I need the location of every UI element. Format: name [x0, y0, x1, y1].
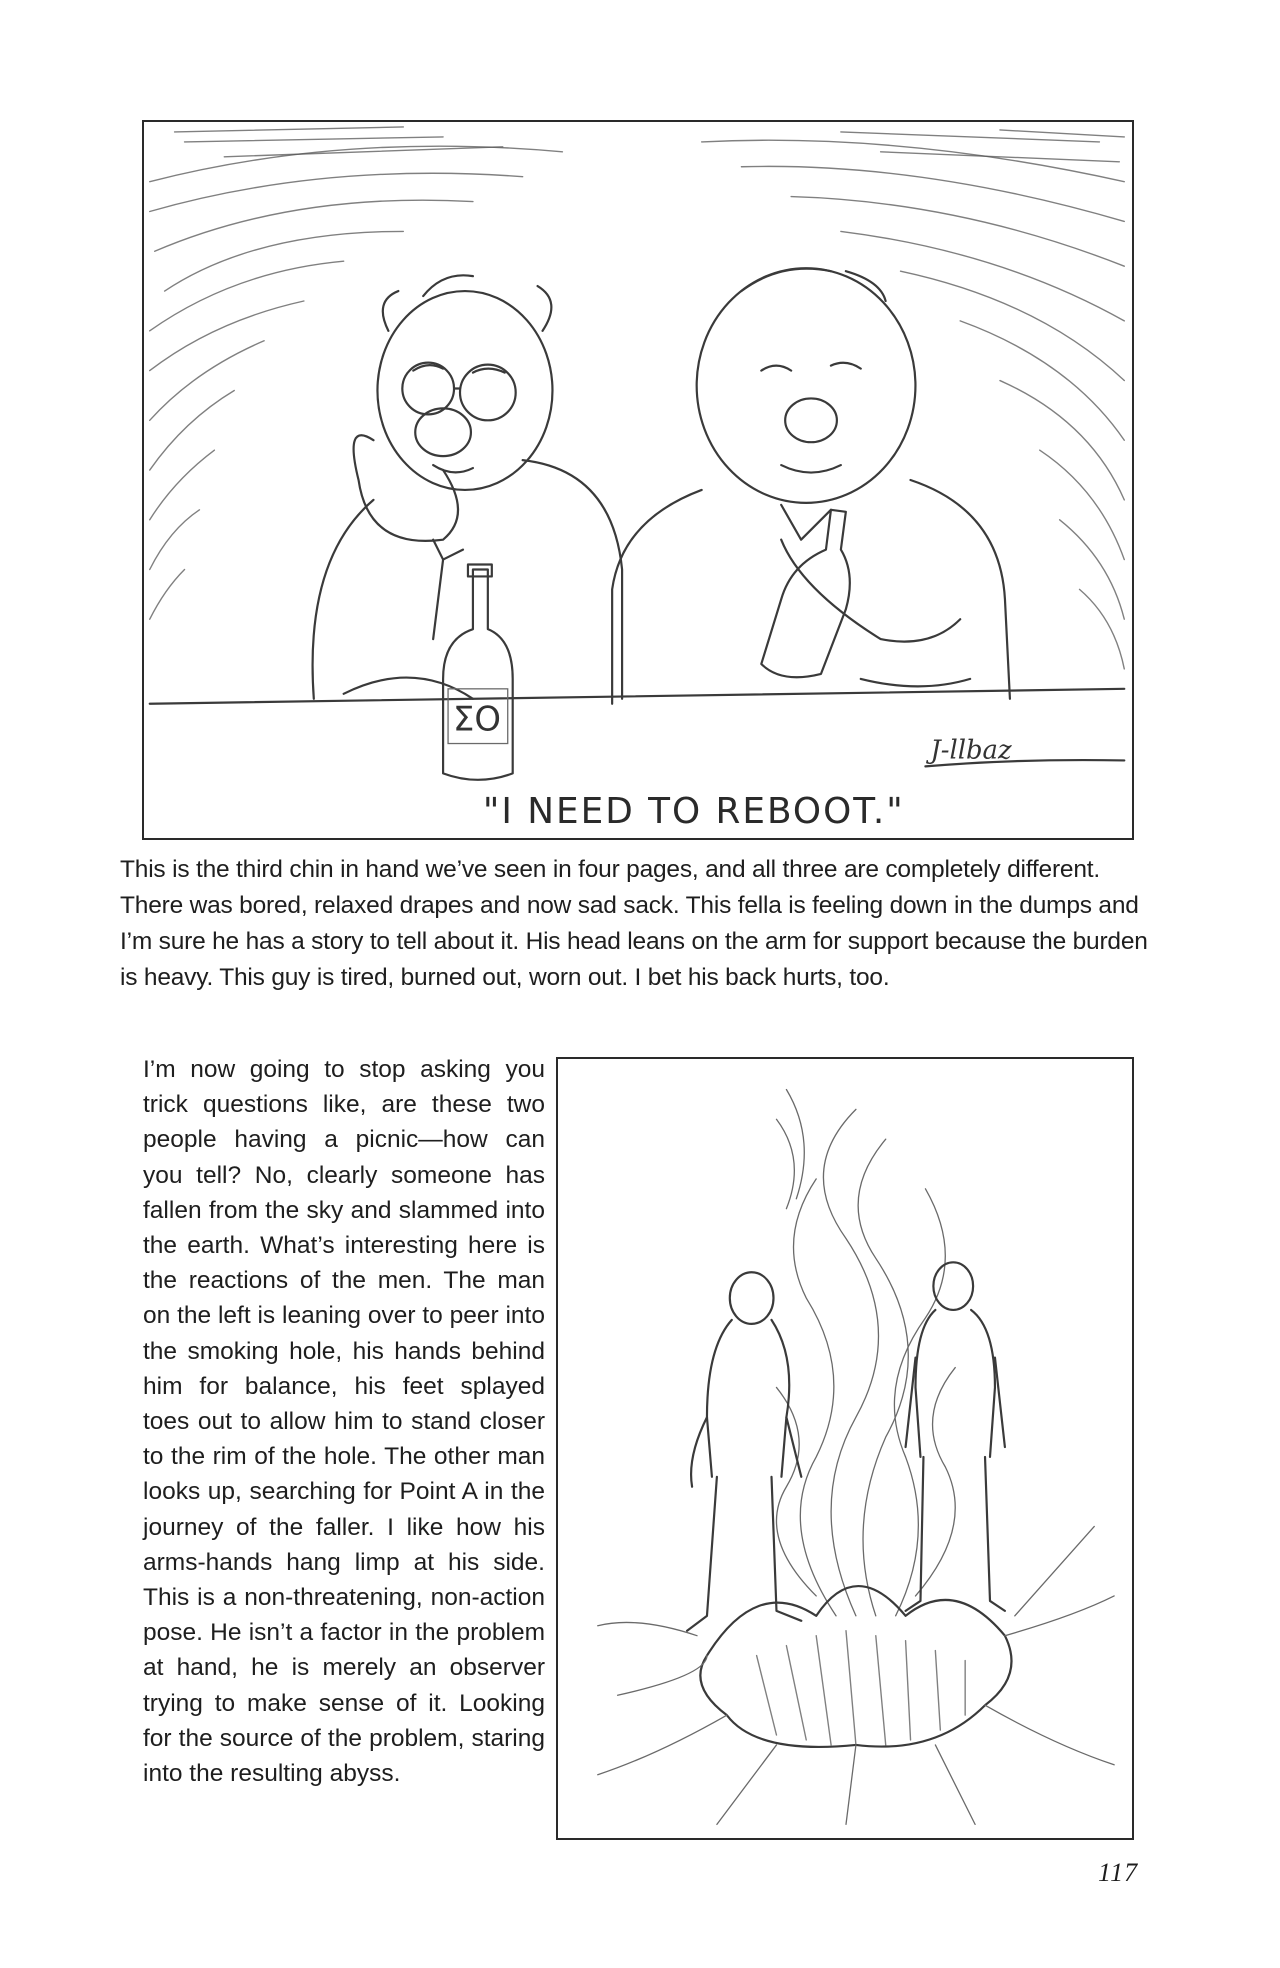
smoke-wisps: [776, 1090, 955, 1616]
bottle-label: ΣO: [453, 699, 502, 739]
page-number: 117: [1098, 1858, 1139, 1887]
crater-sketch-panel: [556, 1057, 1134, 1840]
top-cartoon-commentary: This is the third chin in hand we’ve seen in four pages, and all three are completely different. There was bored, relaxed drapes and now sad sack. This fella is feeling down in the dumps and I’m sure he has a story to tell about it. His head leans on the arm for support because the burden is heavy. This guy is tired, burned out, worn out. I bet his back hurts, too.: [120, 856, 1148, 991]
left-bottle: [443, 565, 513, 780]
crater: [598, 1526, 1114, 1824]
bar-counter: [150, 689, 1125, 704]
left-man: [313, 275, 623, 698]
standing-man: [906, 1262, 1005, 1611]
crater-sketch-drawing: [558, 1059, 1132, 1838]
cartoon-caption: "I NEED TO REBOOT.": [482, 791, 905, 833]
right-man: [612, 268, 1010, 704]
artist-signature: J-llbaz: [930, 735, 1012, 766]
cartoon-reboot-drawing: [144, 122, 1132, 838]
cartoon-reboot-panel: [142, 120, 1134, 840]
bottom-cartoon-commentary: I’m now going to stop asking you trick questions like, are these two people having a picnic—how can you tell? No, clearly someone has fallen from the sky and slammed into the earth. What’s interesting here is the reactions of the men. The man on the left is leaning over to peer into the smoking hole, his hands behind him for balance, his feet splayed toes out to allow him to stand closer to the rim of the hole. The other man looks up, searching for Point A in the journey of the faller. I like how his arms-hands hang limp at his side. This is a non-threatening, non-action pose. He isn’t a factor in the problem at hand, he is merely an observer trying to make sense of it. Looking for the source of the problem, staring into the resulting abyss.: [143, 1056, 545, 1788]
leaning-man: [687, 1272, 801, 1631]
background-hatching: [150, 127, 1125, 669]
